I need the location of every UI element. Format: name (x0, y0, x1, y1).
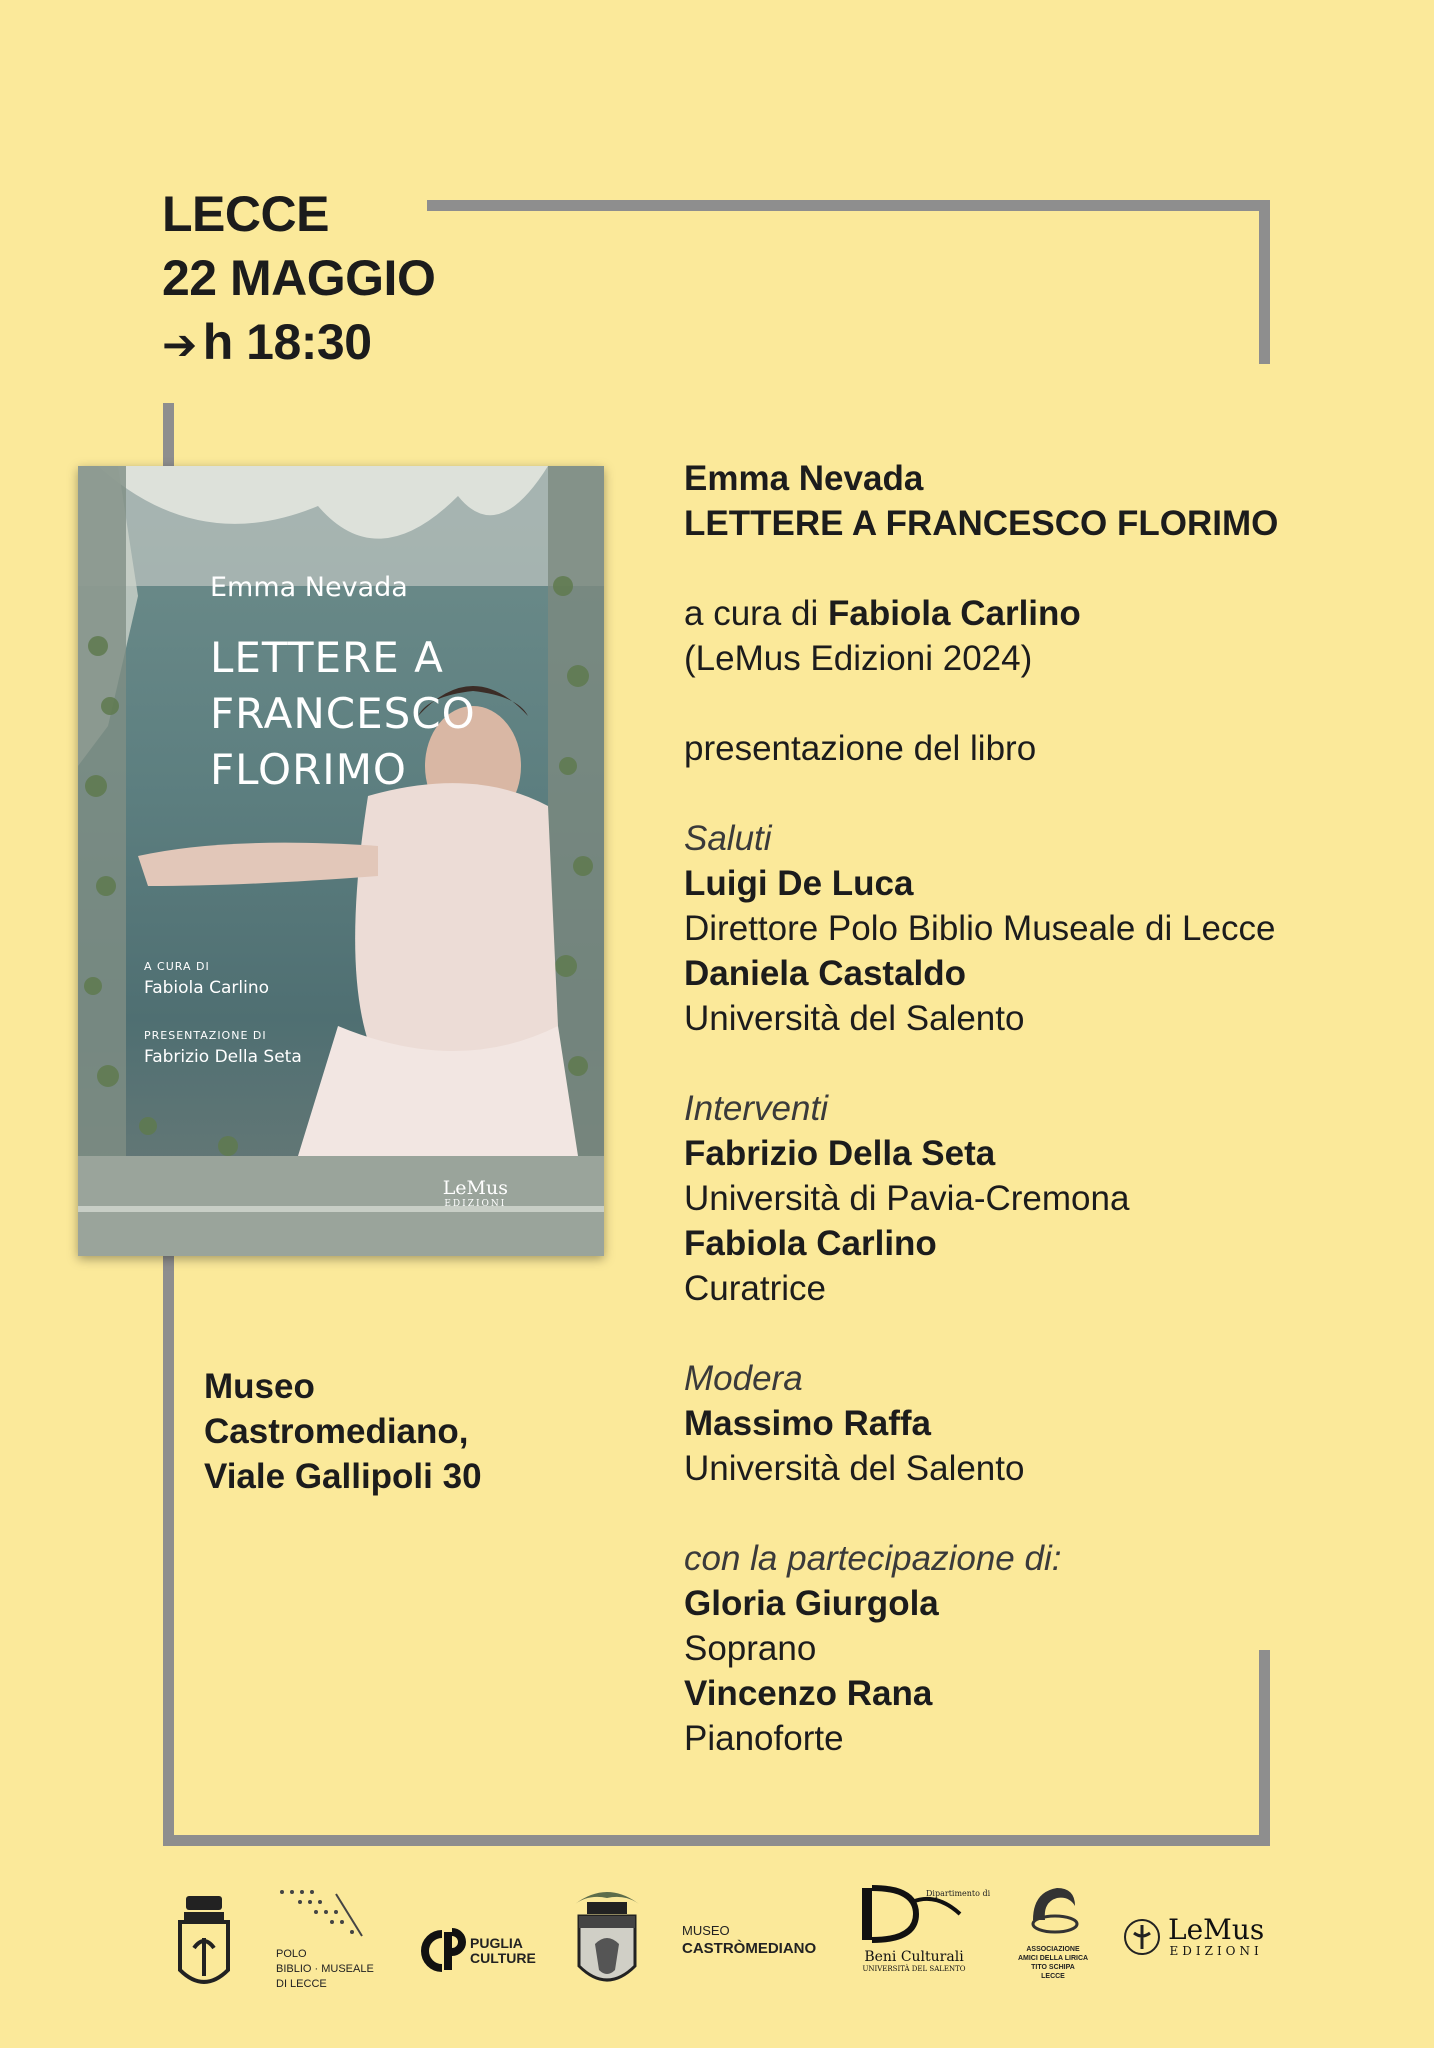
edition: (LeMus Edizioni 2024) (684, 639, 1033, 678)
cover-editor-label: A CURA DI (144, 960, 210, 973)
event-author: Emma Nevada (684, 459, 924, 498)
puglia-line: CULTURE (470, 1950, 536, 1966)
venue-line: Viale Gallipoli 30 (204, 1457, 482, 1496)
speaker-name: Fabiola Carlino (684, 1224, 937, 1263)
speaker-role: Università del Salento (684, 999, 1025, 1038)
lemus-edizioni-logo (1122, 1913, 1265, 1958)
event-kind: presentazione del libro (684, 729, 1037, 768)
time-row (162, 310, 435, 377)
speaker-name: Luigi De Luca (684, 864, 914, 903)
museo-castromediano-logo (682, 1922, 816, 1958)
beni-dept-label: Dipartimento di (926, 1889, 991, 1898)
amici-line: AMICI DELLA LIRICA (1017, 1955, 1089, 1962)
amici-line: LECCE (1041, 1973, 1065, 1980)
lecce-city-crest-logo (565, 1884, 649, 2001)
puglia-line: PUGLIA (470, 1935, 523, 1951)
curator-name: Fabiola Carlino (827, 594, 1081, 633)
beni-subtitle: UNIVERSITÀ DEL SALENTO (862, 1965, 966, 1973)
polo-dots-icon (276, 1886, 366, 1942)
sponsor-logos (0, 1870, 1434, 2020)
venue-line: Castromediano, (204, 1412, 469, 1451)
frame-right-upper-line (1259, 200, 1270, 364)
cover-publisher-sub: EDIZIONI (444, 1199, 507, 1209)
cover-title-line: FRANCESCO (210, 689, 476, 738)
speaker-role: Università di Pavia-Cremona (684, 1179, 1130, 1218)
arrow-right-icon: ➔ (162, 320, 197, 369)
moderator-label: Modera (684, 1359, 803, 1398)
talks-label: Interventi (684, 1089, 828, 1128)
event-info (684, 456, 1384, 1761)
performer-role: Pianoforte (684, 1719, 844, 1758)
time: h 18:30 (202, 314, 372, 370)
puglia-culture-logo (420, 1928, 536, 1974)
puglia-cp-icon (420, 1928, 466, 1974)
moderator-role: Università del Salento (684, 1449, 1025, 1488)
cover-author: Emma Nevada (210, 572, 408, 603)
polo-biblio-museale-logo (276, 1886, 374, 1992)
lemus-emblem-icon (1122, 1917, 1162, 1957)
cover-publisher: LeMus (442, 1177, 508, 1199)
lemus-sub: EDIZIONI (1169, 1944, 1263, 1958)
participation-label: con la partecipazione di: (684, 1539, 1062, 1578)
province-crest-logo (176, 1890, 232, 2003)
cover-title-line: FLORIMO (210, 745, 407, 794)
amici-emblem-icon (1023, 1880, 1083, 1940)
curated-prefix: a cura di (684, 594, 828, 633)
polo-line: DI LECCE (276, 1978, 327, 1990)
cover-title-line: LETTERE A (210, 633, 444, 682)
performer-name: Vincenzo Rana (684, 1674, 933, 1713)
amici-line: ASSOCIAZIONE (1026, 1946, 1080, 1953)
amici-line: TITO SCHIPA (1031, 1964, 1075, 1971)
curated-by (684, 591, 1384, 636)
moderator-name: Massimo Raffa (684, 1404, 932, 1443)
cover-title (210, 630, 476, 798)
event-title: LETTERE A FRANCESCO FLORIMO (684, 504, 1279, 543)
polo-line: POLO (276, 1948, 307, 1960)
performer-role: Soprano (684, 1629, 817, 1668)
cover-presenter: Fabrizio Della Seta (144, 1047, 302, 1067)
speaker-role: Direttore Polo Biblio Museale di Lecce (684, 909, 1276, 948)
amici-della-lirica-logo (1008, 1880, 1098, 1981)
frame-bottom-line (163, 1835, 1270, 1846)
cover-presentation-label: PRESENTAZIONE DI (144, 1029, 267, 1042)
greetings-label: Saluti (684, 819, 772, 858)
beni-title: Beni Culturali (864, 1949, 964, 1965)
beni-culturali-logo (856, 1884, 991, 1973)
speaker-name: Daniela Castaldo (684, 954, 967, 993)
venue (204, 1364, 482, 1499)
performer-name: Gloria Giurgola (684, 1584, 939, 1623)
city: LECCE (162, 186, 329, 242)
book-cover (78, 466, 604, 1256)
speaker-name: Fabrizio Della Seta (684, 1134, 996, 1173)
polo-line: BIBLIO · MUSEALE (276, 1963, 374, 1975)
beni-culturali-emblem-icon (856, 1884, 991, 1944)
museo-line: CASTRÒMEDIANO (682, 1940, 817, 1957)
frame-top-line (427, 200, 1270, 211)
venue-line: Museo (204, 1367, 315, 1406)
event-datetime (162, 182, 435, 377)
museo-line: MUSEO (682, 1923, 730, 1938)
speaker-role: Curatrice (684, 1269, 826, 1308)
cover-editor: Fabiola Carlino (144, 978, 269, 998)
date: 22 MAGGIO (162, 250, 436, 306)
cover-publisher-logo (442, 1177, 508, 1212)
lemus-name: LeMus (1168, 1913, 1265, 1946)
